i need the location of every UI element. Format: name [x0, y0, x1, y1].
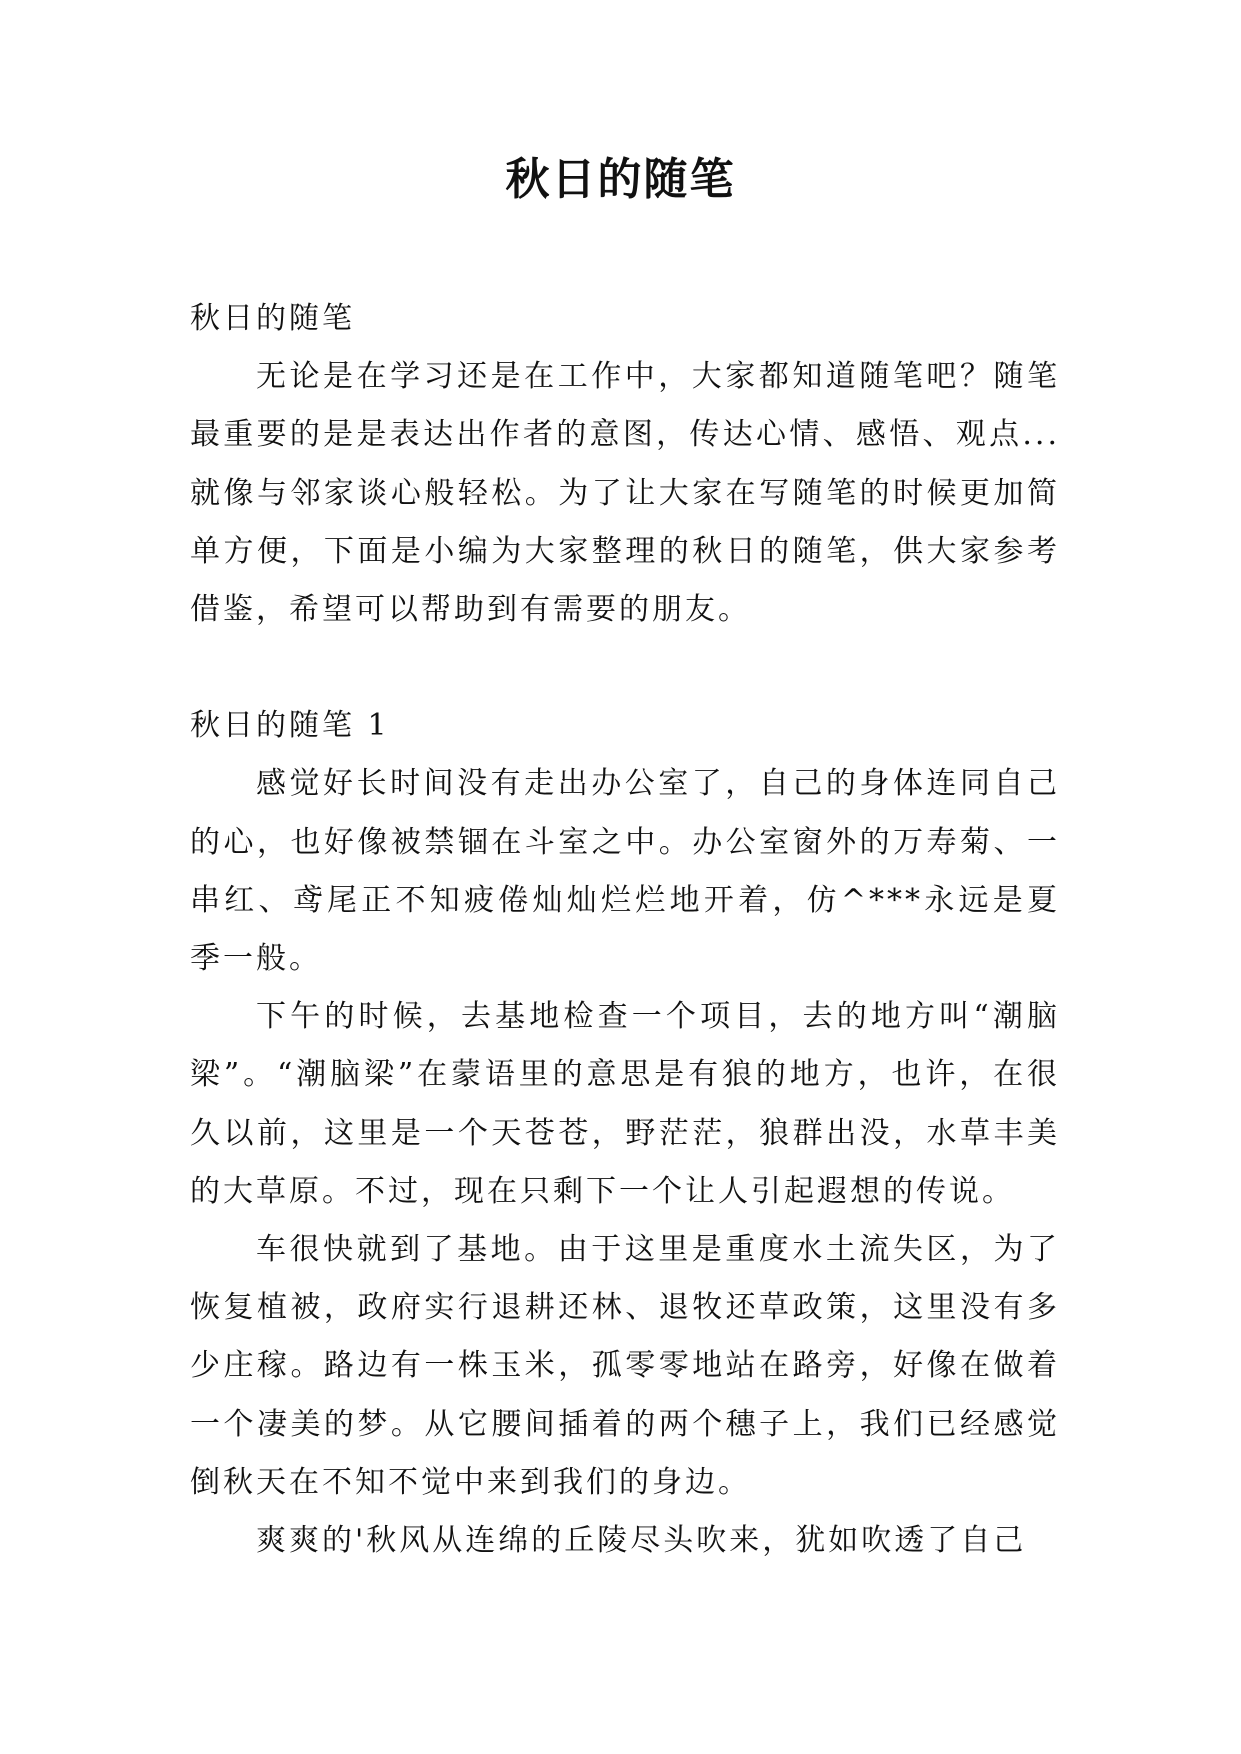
- intro-paragraph: 无论是在学习还是在工作中，大家都知道随笔吧？随笔最重要的是是表达出作者的意图，传达心情、感悟、观点...就像与邻家谈心般轻松。为了让大家在写随笔的时候更加简单方便，下面是小编为大家整理的秋日的随笔，供大家参考借鉴，希望可以帮助到有需要的朋友。: [190, 359, 1060, 628]
- intro-heading: 秋日的随笔: [190, 301, 355, 336]
- body-paragraph: 下午的时候，去基地检查一个项目，去的地方叫“潮脑梁”。“潮脑梁”在蒙语里的意思是有狼的地方，也许，在很久以前，这里是一个天苍苍，野茫茫，狼群出没，水草丰美的大草原。不过，现在只剩下一个让人引起遐想的传说。: [190, 999, 1060, 1209]
- body-paragraph: 感觉好长时间没有走出办公室了，自己的身体连同自己的心，也好像被禁锢在斗室之中。办公室窗外的万寿菊、一串红、鸢尾正不知疲倦灿灿烂烂地开着，仿^***永远是夏季一般。: [190, 766, 1060, 977]
- section-heading: 秋日的随笔 1: [190, 708, 390, 744]
- body-paragraph: 车很快就到了基地。由于这里是重度水土流失区，为了恢复植被，政府实行退耕还林、退牧还草政策，这里没有多少庄稼。路边有一株玉米，孤零零地站在路旁，好像在做着一个凄美的梦。从它腰间插着的两个穗子上，我们已经感觉倒秋天在不知不觉中来到我们的身边。: [190, 1232, 1060, 1500]
- body-paragraph: 爽爽的'秋风从连绵的丘陵尽头吹来，犹如吹透了自己: [256, 1523, 1027, 1559]
- document-body: [190, 290, 1060, 1570]
- document-title: 秋日的随笔: [505, 154, 736, 205]
- paragraph-spacer: [190, 639, 1060, 697]
